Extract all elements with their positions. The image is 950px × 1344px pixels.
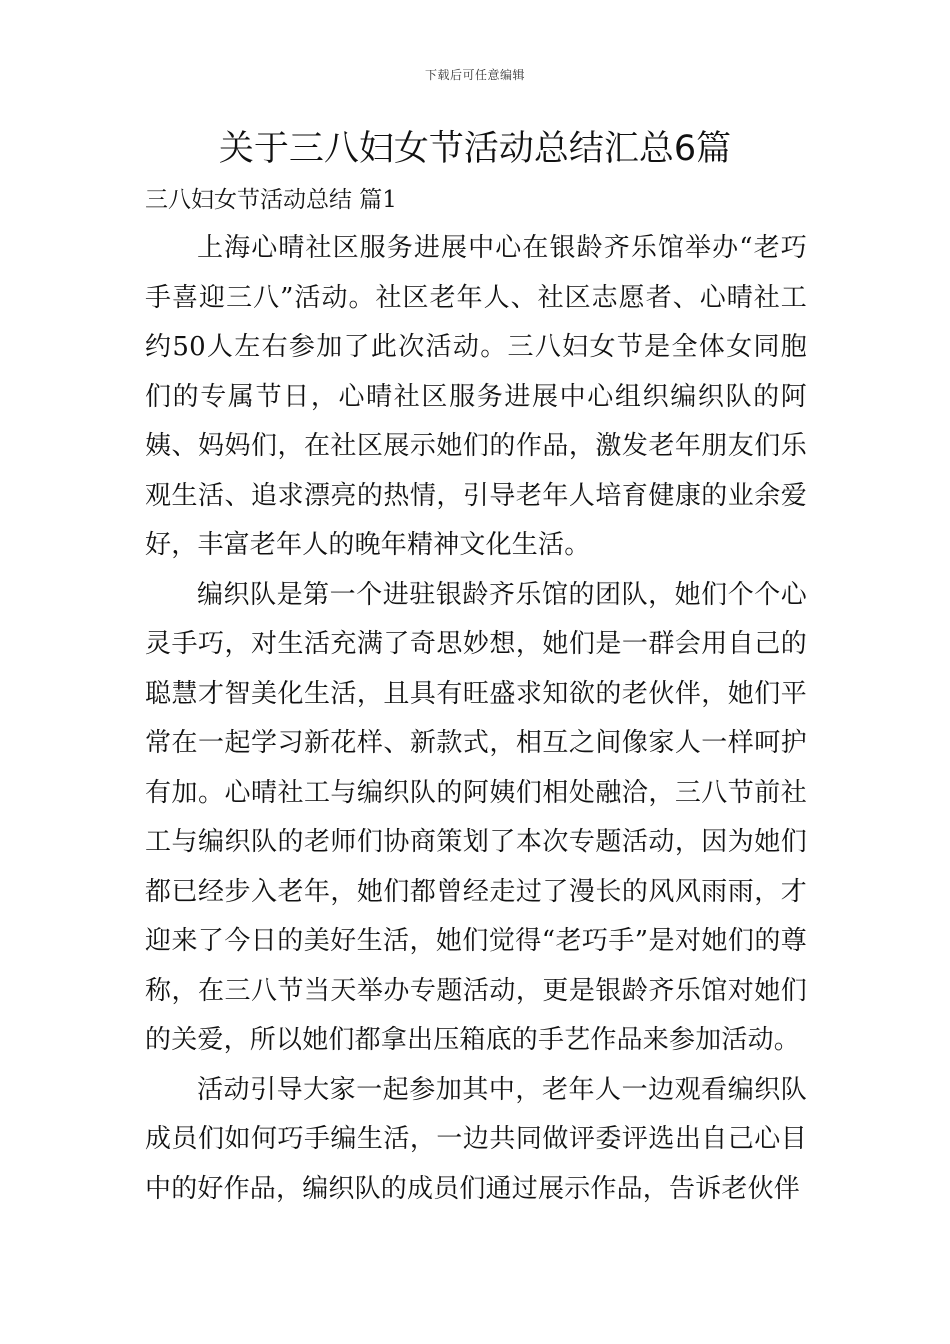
paragraph-1: 上海心晴社区服务进展中心在银龄齐乐馆举办“老巧手喜迎三八”活动。社区老年人、社区志愿者、心晴社工约50人左右参加了此次活动。三八妇女节是全体女同胞们的专属节日，心晴社区服务进展中心组织编织队的阿姨、妈妈们，在社区展示她们的作品，激发老年朋友们乐观生活、追求漂亮的热情，引导老年人培育健康的业余爱好，丰富老年人的晚年精神文化生活。 [145, 233, 807, 560]
header-note: 下载后可任意编辑 [424, 68, 525, 82]
body-text [145, 224, 807, 1214]
paragraph-3: 活动引导大家一起参加其中，老年人一边观看编织队成员们如何巧手编生活，一边共同做评委评选出自己心目中的好作品，编织队的成员们通过展示作品，告诉老伙伴 [145, 1074, 807, 1204]
document-title: 关于三八妇女节活动总结汇总6篇 [218, 129, 732, 169]
section-heading: 三八妇女节活动总结 篇1 [145, 187, 397, 213]
paragraph-2: 编织队是第一个进驻银龄齐乐馆的团队，她们个个心灵手巧，对生活充满了奇思妙想，她们是一群会用自己的聪慧才智美化生活，且具有旺盛求知欲的老伙伴，她们平常在一起学习新花样、新款式，相互之间像家人一样呵护有加。心晴社工与编织队的阿姨们相处融洽，三八节前社工与编织队的老师们协商策划了本次专题活动，因为她们都已经步入老年，她们都曾经走过了漫长的风风雨雨，才迎来了今日的美好生活，她们觉得“老巧手”是对她们的尊称，在三八节当天举办专题活动，更是银龄齐乐馆对她们的关爱，所以她们都拿出压箱底的手艺作品来参加活动。 [145, 579, 807, 1055]
